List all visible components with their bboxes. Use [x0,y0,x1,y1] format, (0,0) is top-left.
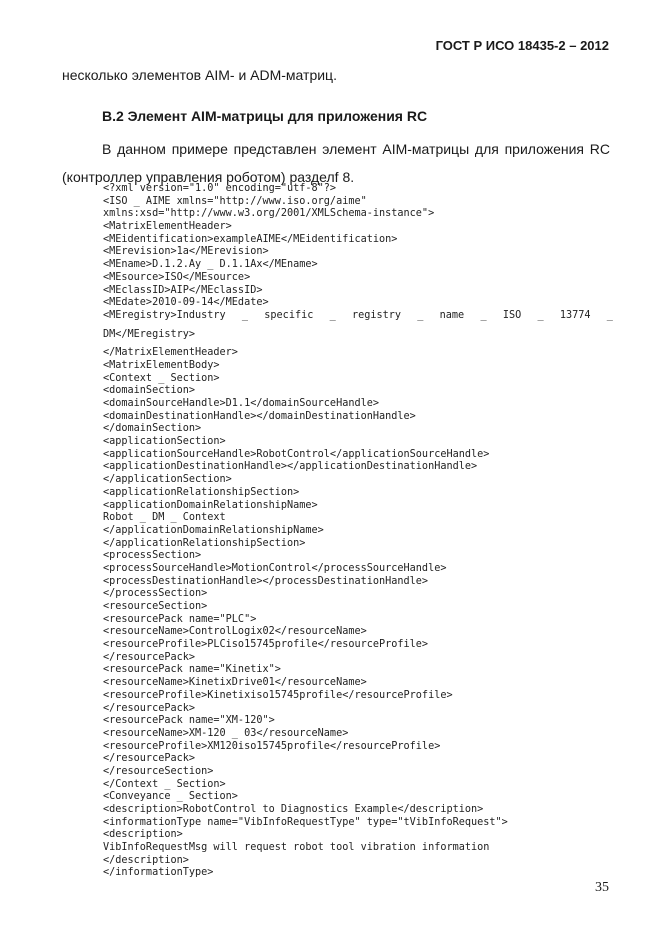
registry-token: ISO [502,309,522,321]
registry-token: specific [264,309,314,321]
code-line: </resourcePack> [103,753,196,765]
code-line: <MEclassID>AIP</MEclassID> [103,284,263,296]
code-line: <processSourceHandle>MotionControl</processSourceHandle> [103,562,447,574]
registry-token: _ [417,309,424,321]
code-block-body [103,347,613,880]
registry-token: registry [351,309,402,321]
code-line: Robot _ DM _ Context [103,512,226,524]
registry-token: _ [606,309,613,321]
code-line: <MEidentification>exampleAIME</MEidentification> [103,233,398,245]
code-line: VibInfoRequestMsg will request robot tool vibration information [103,842,490,854]
intro-line: несколько элементов AIM- и ADM-матриц. [62,67,337,83]
code-line: <resourceName>XM-120 _ 03</resourceName> [103,727,349,739]
code-line-registry-tail: DM</MEregistry> [103,328,196,340]
registry-token: _ [537,309,544,321]
code-line: <MEsource>ISO</MEsource> [103,271,251,283]
code-line: </resourcePack> [103,702,196,714]
code-line: <domainSourceHandle>D1.1</domainSourceHandle> [103,398,380,409]
code-line: <description> [103,829,183,841]
code-line: <MatrixElementHeader> [103,221,232,233]
registry-token: _ [241,309,249,321]
code-line: <informationType name="VibInfoRequestType" type="tVibInfoRequest"> [103,816,508,828]
code-line: <domainDestinationHandle></domainDestinationHandle> [103,410,416,422]
registry-token: name [439,309,465,321]
code-line: <description>RobotControl to Diagnostics Example</description> [103,804,484,815]
code-line: </resourceSection> [103,765,214,777]
code-line: </informationType> [103,867,214,879]
code-line: <?xml version="1.0" encoding="utf-8"?> [103,183,337,194]
code-line: <resourceProfile>XM120iso15745profile</resourceProfile> [103,740,441,752]
page-number: 35 [595,880,609,895]
code-line: <resourceSection> [103,601,208,612]
code-line: <resourceName>KinetixDrive01</resourceName> [103,677,367,689]
code-line: <applicationSection> [103,436,226,448]
registry-token: _ [329,309,336,321]
code-line: <applicationSourceHandle>RobotControl</applicationSourceHandle> [103,448,490,460]
code-line: <Conveyance _ Section> [103,791,238,803]
code-line: <MErevision>1a</MErevision> [103,246,269,258]
registry-token: 13774 [559,309,591,321]
code-line: <processSection> [103,550,202,562]
document-header: ГОСТ Р ИСО 18435-2 – 2012 [435,38,609,53]
code-line: </description> [103,854,189,866]
code-line: <MatrixElementBody> [103,359,220,371]
code-line: <Context _ Section> [103,372,220,384]
registry-token: <MEregistry>Industry [103,309,226,321]
paragraph-text: В данном примере представлен элемент AIM-матрицы для приложения RC (контроллер управления роботом) разделf 8. [62,141,610,185]
code-line: <processDestinationHandle></processDestinationHandle> [103,575,429,587]
code-line: </Context _ Section> [103,778,226,790]
xml-code-listing [103,183,613,880]
code-block-header [103,183,613,310]
code-line: </applicationRelationshipSection> [103,537,306,549]
code-line: </resourcePack> [103,651,196,663]
code-line: <MEdate>2010-09-14</MEdate> [103,297,269,309]
code-line: <resourcePack name="PLC"> [103,613,257,625]
code-line: </applicationSection> [103,474,232,486]
code-line: <applicationRelationshipSection> [103,486,300,498]
code-line-registry [103,310,613,323]
code-line: <MEname>D.1.2.Ay _ D.1.1Ax</MEname> [103,259,318,271]
code-line: xmlns:xsd="http://www.w3.org/2001/XMLSchema-instance"> [103,208,435,220]
code-line: <ISO _ AIME xmlns="http://www.iso.org/aime" [103,195,367,207]
code-line: </domainSection> [103,423,202,435]
code-line: </processSection> [103,588,208,600]
code-line: <domainSection> [103,385,196,397]
registry-token: _ [480,309,487,321]
code-line: <resourcePack name="XM-120"> [103,715,275,727]
code-line: <applicationDestinationHandle></applicationDestinationHandle> [103,461,478,473]
code-line: <resourcePack name="Kinetix"> [103,664,281,676]
section-title: B.2 Элемент AIM-матрицы для приложения RC [102,108,428,124]
code-line: <resourceProfile>PLCiso15745profile</resourceProfile> [103,639,429,651]
code-line: </applicationDomainRelationshipName> [103,524,324,536]
code-line: <resourceProfile>Kinetixiso15745profile</resourceProfile> [103,689,453,701]
code-line: <applicationDomainRelationshipName> [103,499,318,511]
code-line: </MatrixElementHeader> [103,347,238,359]
code-line: <resourceName>ControlLogix02</resourceName> [103,626,367,638]
